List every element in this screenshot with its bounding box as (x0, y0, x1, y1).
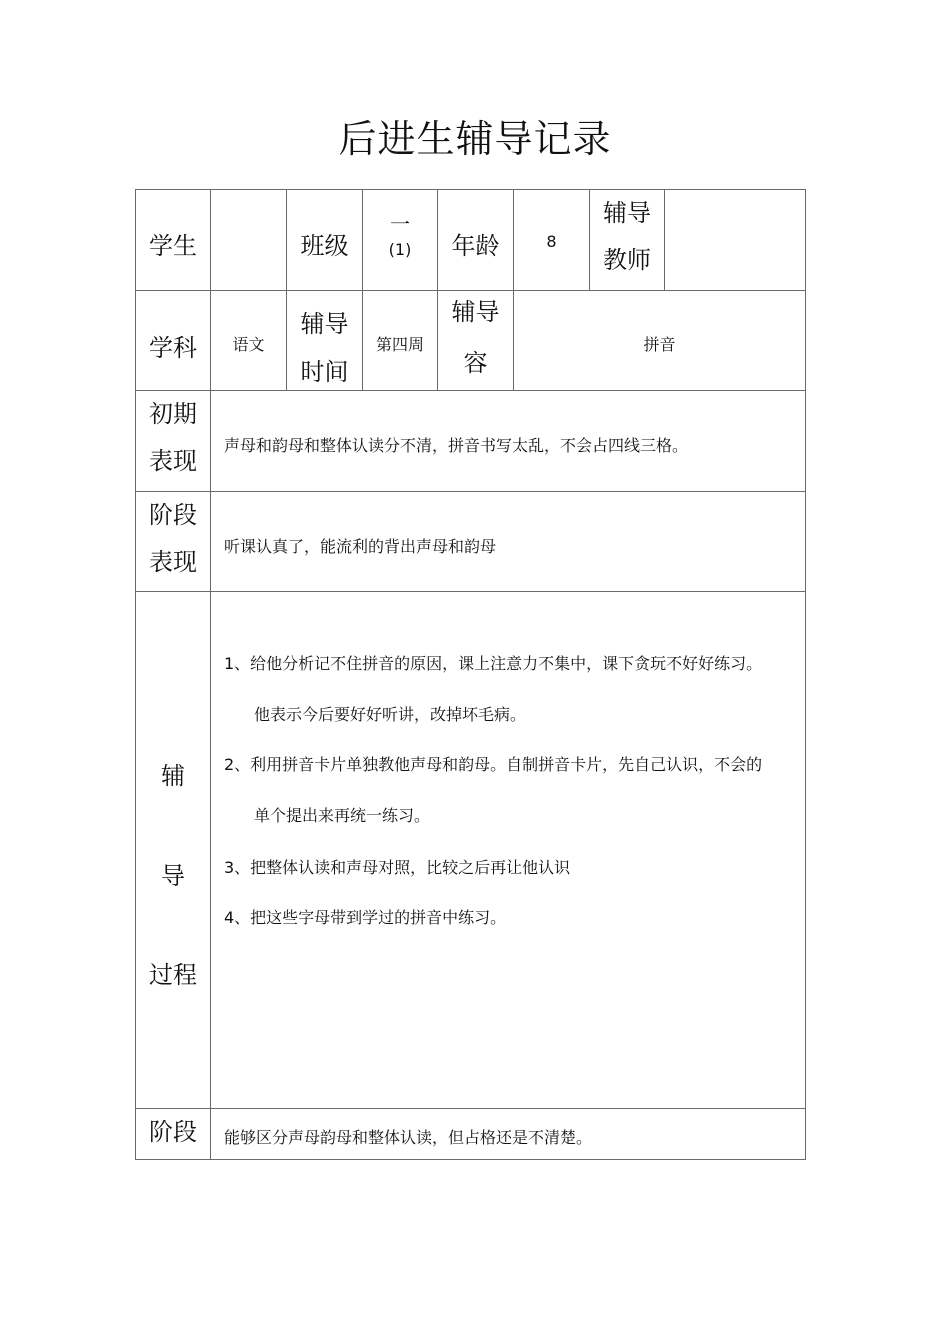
process-step-1-line-1: 1、给他分析记不住拼音的原因，课上注意力不集中，课下贪玩不好好练习。 (224, 654, 763, 673)
stage-text: 听课认真了，能流利的背出声母和韵母 (224, 537, 497, 556)
stage-label-cell (135, 491, 211, 592)
process-step-3: 3、把整体认读和声母对照，比较之后再让他认识 (224, 858, 571, 877)
content-label-cell (437, 290, 514, 391)
process-label-1: 辅 (161, 762, 185, 790)
student-label: 学生 (149, 232, 197, 260)
initial-label-cell (135, 390, 211, 492)
process-step-2-line-2: 单个提出来再统一练习。 (254, 806, 431, 825)
age-value-cell (513, 189, 590, 291)
subject-label: 学科 (149, 334, 197, 362)
teacher-label-cell (589, 189, 665, 291)
age-label-cell (437, 189, 514, 291)
time-value: 第四周 (375, 335, 424, 354)
initial-text: 声母和韵母和整体认读分不清，拼音书写太乱，不会占四线三格。 (224, 436, 689, 455)
teacher-label-line2: 教师 (603, 246, 651, 274)
subject-value-cell (210, 290, 287, 391)
process-step-2-line-1: 2、利用拼音卡片单独教他声母和韵母。自制拼音卡片，先自己认识，不会的 (224, 755, 763, 774)
subject-value: 语文 (232, 335, 265, 354)
stage-label-line1: 阶段 (149, 501, 197, 529)
process-step-1-line-2: 他表示今后要好好听讲，改掉坏毛病。 (254, 705, 527, 724)
time-label-line2: 时间 (300, 358, 349, 386)
process-label-2: 导 (161, 862, 185, 890)
class-value-number: (1) (388, 240, 412, 259)
stage-label-line2: 表现 (149, 548, 197, 576)
class-label-cell (286, 189, 363, 291)
time-label-line1: 辅导 (300, 310, 349, 338)
content-value-cell (513, 290, 806, 391)
final-label-cell (135, 1108, 211, 1160)
time-value-cell (362, 290, 438, 391)
initial-text-cell (210, 390, 806, 492)
subject-label-cell (135, 290, 211, 391)
final-label: 阶段 (149, 1118, 197, 1146)
age-label: 年龄 (451, 232, 500, 260)
content-label-line1: 辅导 (451, 298, 500, 326)
class-value-cell (362, 189, 438, 291)
page-title: 后进生辅导记录 (338, 117, 612, 161)
initial-label-line1: 初期 (149, 400, 197, 428)
initial-label-line2: 表现 (149, 447, 197, 475)
class-value-grade: 一 (390, 212, 410, 236)
student-label-cell (135, 189, 211, 291)
student-value-cell (210, 189, 287, 291)
process-label-cell (135, 591, 211, 1109)
age-value: 8 (546, 232, 557, 251)
time-label-cell (286, 290, 363, 391)
process-label-3: 过程 (149, 961, 197, 989)
stage-text-cell (210, 491, 806, 592)
process-step-4: 4、把这些字母带到学过的拼音中练习。 (224, 908, 507, 927)
teacher-value-cell (664, 189, 806, 291)
content-label-line2: 容 (463, 349, 488, 377)
teacher-label-line1: 辅导 (603, 199, 651, 227)
final-text-cell (210, 1108, 806, 1160)
final-text: 能够区分声母韵母和整体认读，但占格还是不清楚。 (224, 1128, 593, 1147)
class-label: 班级 (300, 232, 349, 260)
content-value: 拼音 (643, 335, 676, 354)
